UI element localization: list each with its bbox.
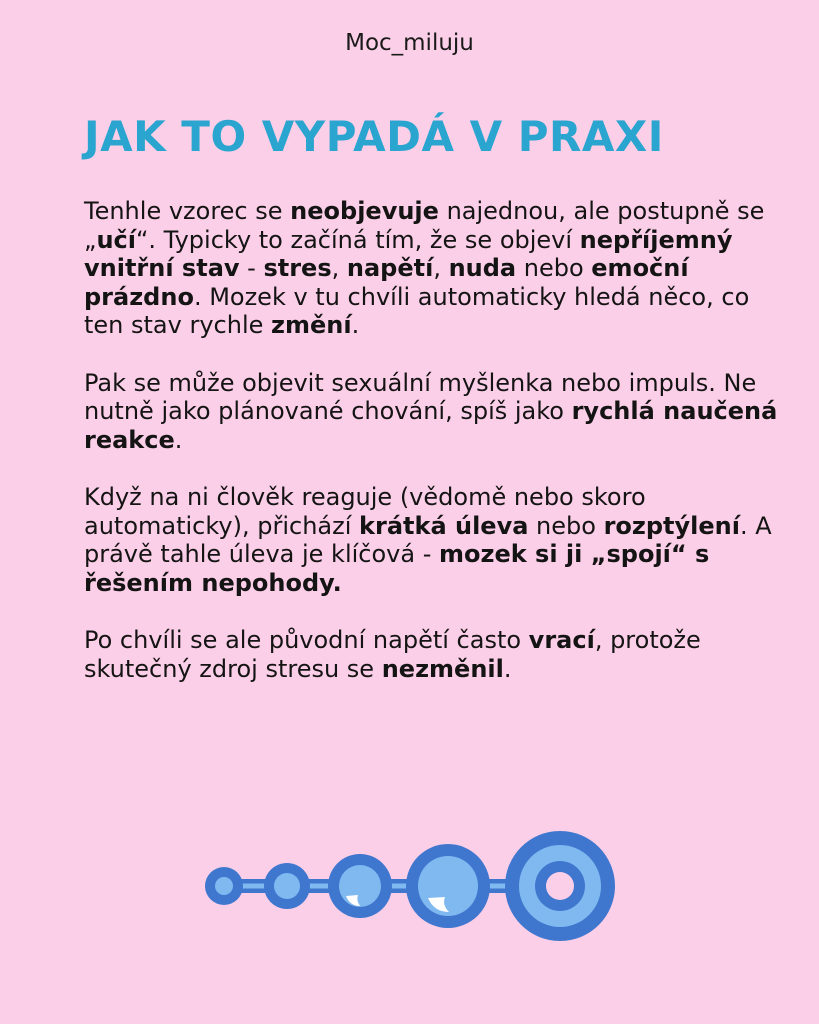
emphasis-text: učí: [96, 225, 136, 254]
paragraph-text: . Mozek v tu chvíli automaticky hledá něco, co ten stav rychle: [84, 282, 750, 339]
paragraph-text: “. Typicky to začíná tím, že se objeví: [135, 225, 580, 254]
page-title: JAK TO VYPADÁ V PRAXI: [84, 112, 664, 161]
paragraph-1: [84, 197, 784, 340]
bead-1-inner: [215, 877, 233, 895]
emphasis-text: nuda: [448, 254, 517, 282]
emphasis-text: krátká úleva: [359, 511, 529, 540]
bead-3-inner: [339, 865, 381, 907]
bead-2-inner: [274, 873, 300, 899]
paragraph-text: ,: [331, 254, 347, 282]
paragraph-text: najednou, ale postupně se „: [84, 197, 765, 254]
paragraph-text: nebo: [516, 254, 592, 282]
emphasis-text: rozptýlení: [603, 511, 740, 540]
bead-4-inner: [418, 856, 478, 916]
paragraph-text: . A právě tahle úleva je klíčová -: [84, 511, 772, 568]
paragraph-text: Když na ni člověk reaguje (vědomě nebo skoro automaticky), přichází: [84, 483, 646, 540]
emphasis-text: změní: [271, 311, 352, 339]
emphasis-text: rychlá naučená reakce: [84, 397, 778, 454]
paragraph-text: .: [174, 425, 183, 454]
emphasis-text: nezměnil: [381, 654, 504, 683]
paragraph-text: .: [351, 311, 360, 339]
emphasis-text: emoční prázdno: [84, 254, 689, 311]
paragraph-text: Pak se může objevit sexuální myšlenka nebo impuls. Ne nutně jako plánované chování, spíš jako: [84, 368, 757, 425]
paragraph-text: .: [503, 654, 512, 683]
emphasis-text: vrací: [528, 626, 595, 654]
emphasis-text: stres: [263, 254, 332, 282]
paragraph-2: [84, 369, 784, 455]
anal-beads-icon: [200, 826, 620, 956]
emphasis-text: nepříjemný vnitřní stav: [84, 225, 733, 282]
ring-handle-hole: [546, 872, 574, 900]
emphasis-text: mozek si ji „spojí“ s řešením nepohody.: [84, 540, 710, 597]
emphasis-text: napětí: [346, 254, 434, 282]
paragraph-text: , protože skutečný zdroj stresu se: [84, 626, 701, 683]
paragraph-text: Tenhle vzorec se: [84, 197, 291, 225]
paragraph-4: [84, 626, 784, 683]
emphasis-text: neobjevuje: [290, 197, 439, 225]
body-text: [84, 197, 784, 712]
paragraph-text: nebo: [528, 511, 604, 540]
account-handle: Moc_miluju: [345, 30, 474, 56]
paragraph-text: Po chvíli se ale původní napětí často: [84, 626, 529, 654]
paragraph-3: [84, 483, 784, 597]
paragraph-text: -: [239, 254, 264, 282]
paragraph-text: ,: [433, 254, 449, 282]
